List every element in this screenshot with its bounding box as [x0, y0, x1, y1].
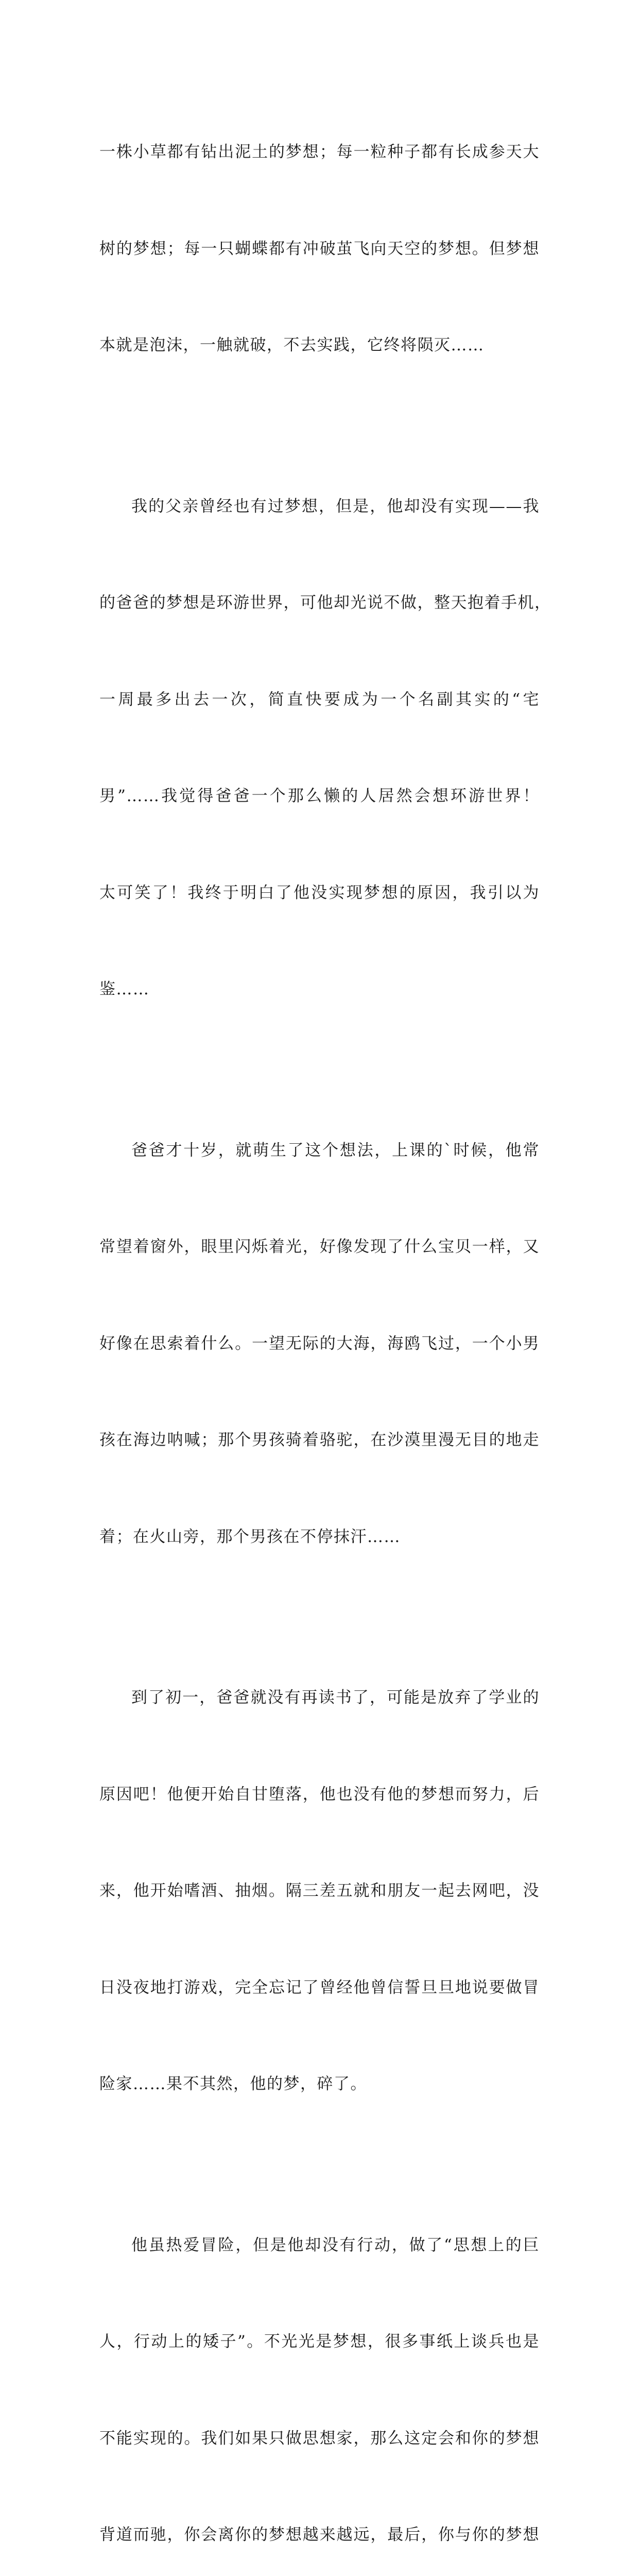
text-line: 到了初一，爸爸就没有再读书了，可能是放弃了学业的	[99, 1682, 540, 1714]
text-line: 不能实现的。我们如果只做思想家，那么这定会和你的梦想	[99, 2422, 540, 2455]
text-line: 好像在思索着什么。一望无际的大海，海鸥飞过，一个小男	[99, 1328, 540, 1360]
text-line: 鉴……	[99, 973, 540, 1006]
paragraph-3	[99, 1070, 540, 1618]
text-line: 来，他开始嗜酒、抽烟。隔三差五就和朋友一起去网吧，没	[99, 1875, 540, 1907]
paragraph-4	[99, 1617, 540, 2165]
text-line: 的爸爸的梦想是环游世界，可他却光说不做，整天抱着手机，	[99, 587, 540, 619]
text-line: 背道而驰，你会离你的梦想越来越远，最后，你与你的梦想	[99, 2519, 540, 2551]
paragraph-2	[99, 426, 540, 1070]
paragraph-1	[99, 72, 540, 426]
text-line: 太可笑了！我终于明白了他没实现梦想的原因，我引以为	[99, 877, 540, 909]
text-line: 着；在火山旁，那个男孩在不停抹汗……	[99, 1521, 540, 1553]
text-line: 爸爸才十岁，就萌生了这个想法，上课的`时候，他常	[99, 1134, 540, 1167]
text-line: 男”……我觉得爸爸一个那么懒的人居然会想环游世界！	[99, 780, 540, 812]
text-line: 险家……果不其然，他的梦，碎了。	[99, 2068, 540, 2100]
document-body	[99, 72, 540, 2576]
text-line: 他虽热爱冒险，但是他却没有行动，做了“思想上的巨	[99, 2229, 540, 2262]
text-line: 人，行动上的矮子”。不光光是梦想，很多事纸上谈兵也是	[99, 2326, 540, 2358]
text-line: 常望着窗外，眼里闪烁着光，好像发现了什么宝贝一样，又	[99, 1231, 540, 1263]
text-line: 一株小草都有钻出泥土的梦想；每一粒种子都有长成参天大	[99, 136, 540, 168]
text-line: 本就是泡沫，一触就破，不去实践，它终将陨灭……	[99, 329, 540, 362]
paragraph-5	[99, 2165, 540, 2576]
text-line: 原因吧！他便开始自甘堕落，他也没有他的梦想而努力，后	[99, 1778, 540, 1811]
text-line: 我的父亲曾经也有过梦想，但是，他却没有实现——我	[99, 490, 540, 523]
text-line: 日没夜地打游戏，完全忘记了曾经他曾信誓旦旦地说要做冒	[99, 1972, 540, 2004]
text-line: 孩在海边呐喊；那个男孩骑着骆驼，在沙漠里漫无目的地走	[99, 1424, 540, 1456]
text-line: 树的梦想；每一只蝴蝶都有冲破茧飞向天空的梦想。但梦想	[99, 233, 540, 265]
text-line: 一周最多出去一次，简直快要成为一个名副其实的“宅	[99, 684, 540, 716]
